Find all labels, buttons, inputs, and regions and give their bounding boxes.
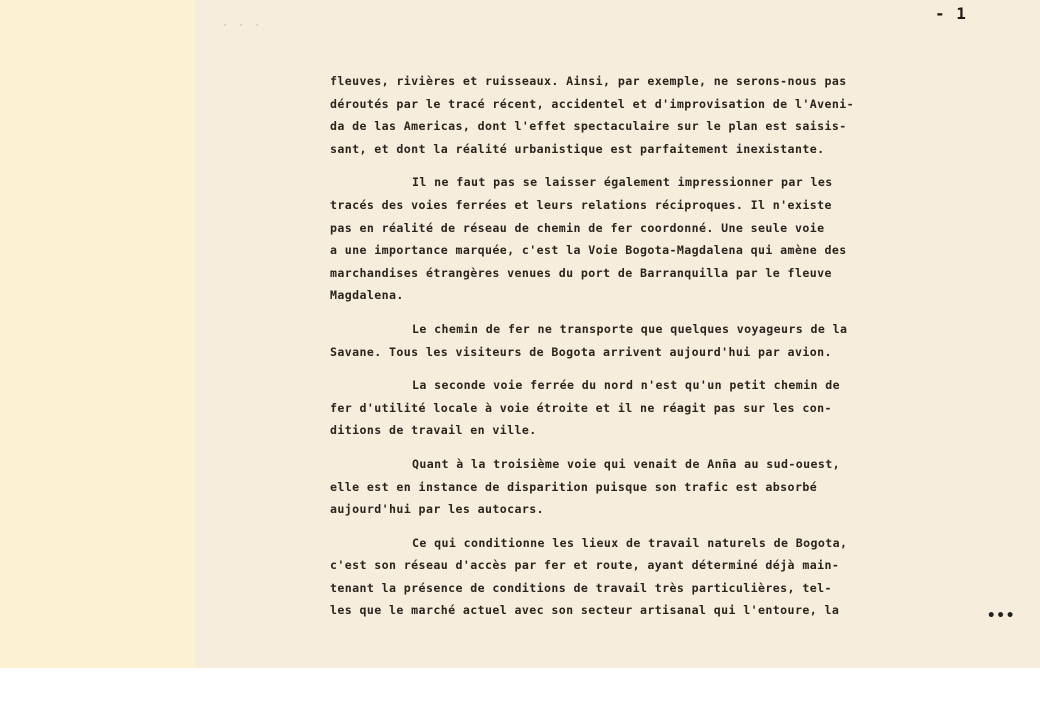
paragraph-1 — [330, 70, 910, 160]
paragraph-5 — [330, 453, 910, 521]
document-body — [330, 70, 910, 622]
scan-left-margin — [0, 0, 195, 668]
text-line: marchandises étrangères venues du port de Barranquilla par le fleuve — [330, 265, 832, 280]
text-line: Quant à la troisième voie qui venait de Anña au sud-ouest, — [412, 456, 841, 471]
paragraph-3 — [330, 318, 910, 363]
text-line: Ce qui conditionne les lieux de travail naturels de Bogota, — [412, 535, 848, 550]
paragraph-gap — [330, 160, 910, 171]
text-line: ditions de travail en ville. — [330, 423, 537, 438]
text-line: Il ne faut pas se laisser également impressionner par les — [412, 175, 833, 190]
text-line: a une importance marquée, c'est la Voie Bogota-Magdalena qui amène des — [330, 243, 847, 258]
page-number: - 1 — [935, 4, 978, 23]
text-line: tenant la présence de conditions de travail très particulières, tel- — [330, 580, 832, 595]
text-line: fer d'utilité locale à voie étroite et il ne réagit pas sur les con- — [330, 400, 832, 415]
page-specks: · · · — [222, 20, 263, 31]
paragraph-gap — [330, 442, 910, 453]
paragraph-gap — [330, 307, 910, 318]
text-line: Savane. Tous les visiteurs de Bogota arrivent aujourd'hui par avion. — [330, 344, 832, 359]
text-line: déroutés par le tracé récent, accidentel et d'improvisation de l'Aveni- — [330, 96, 854, 111]
paragraph-4 — [330, 374, 910, 442]
text-line: fleuves, rivières et ruisseaux. Ainsi, par exemple, ne serons-nous pas — [330, 74, 847, 88]
text-line: elle est en instance de disparition puisque son trafic est absorbé — [330, 479, 818, 494]
paragraph-2 — [330, 171, 910, 307]
text-line: les que le marché actuel avec son secteur artisanal qui l'entoure, la — [330, 603, 840, 618]
text-line: da de las Americas, dont l'effet spectaculaire sur le plan est saisis- — [330, 119, 847, 134]
paragraph-6 — [330, 532, 910, 622]
blank-bottom-strip — [0, 668, 1040, 720]
text-line: La seconde voie ferrée du nord n'est qu'un petit chemin de — [412, 378, 841, 393]
more-ellipsis-icon: ••• — [987, 608, 1016, 624]
text-line: sant, et dont la réalité urbanistique est parfaitement inexistante. — [330, 141, 825, 156]
text-line: tracés des voies ferrées et leurs relations réciproques. Il n'existe — [330, 197, 832, 212]
text-line: c'est son réseau d'accès par fer et route, ayant déterminé déjà main- — [330, 558, 840, 573]
text-line: Le chemin de fer ne transporte que quelques voyageurs de la — [412, 321, 848, 336]
text-line: aujourd'hui par les autocars. — [330, 502, 545, 517]
paragraph-gap — [330, 363, 910, 374]
paragraph-gap — [330, 521, 910, 532]
text-line: Magdalena. — [330, 288, 404, 303]
text-line: pas en réalité de réseau de chemin de fer coordonné. Une seule voie — [330, 220, 825, 235]
